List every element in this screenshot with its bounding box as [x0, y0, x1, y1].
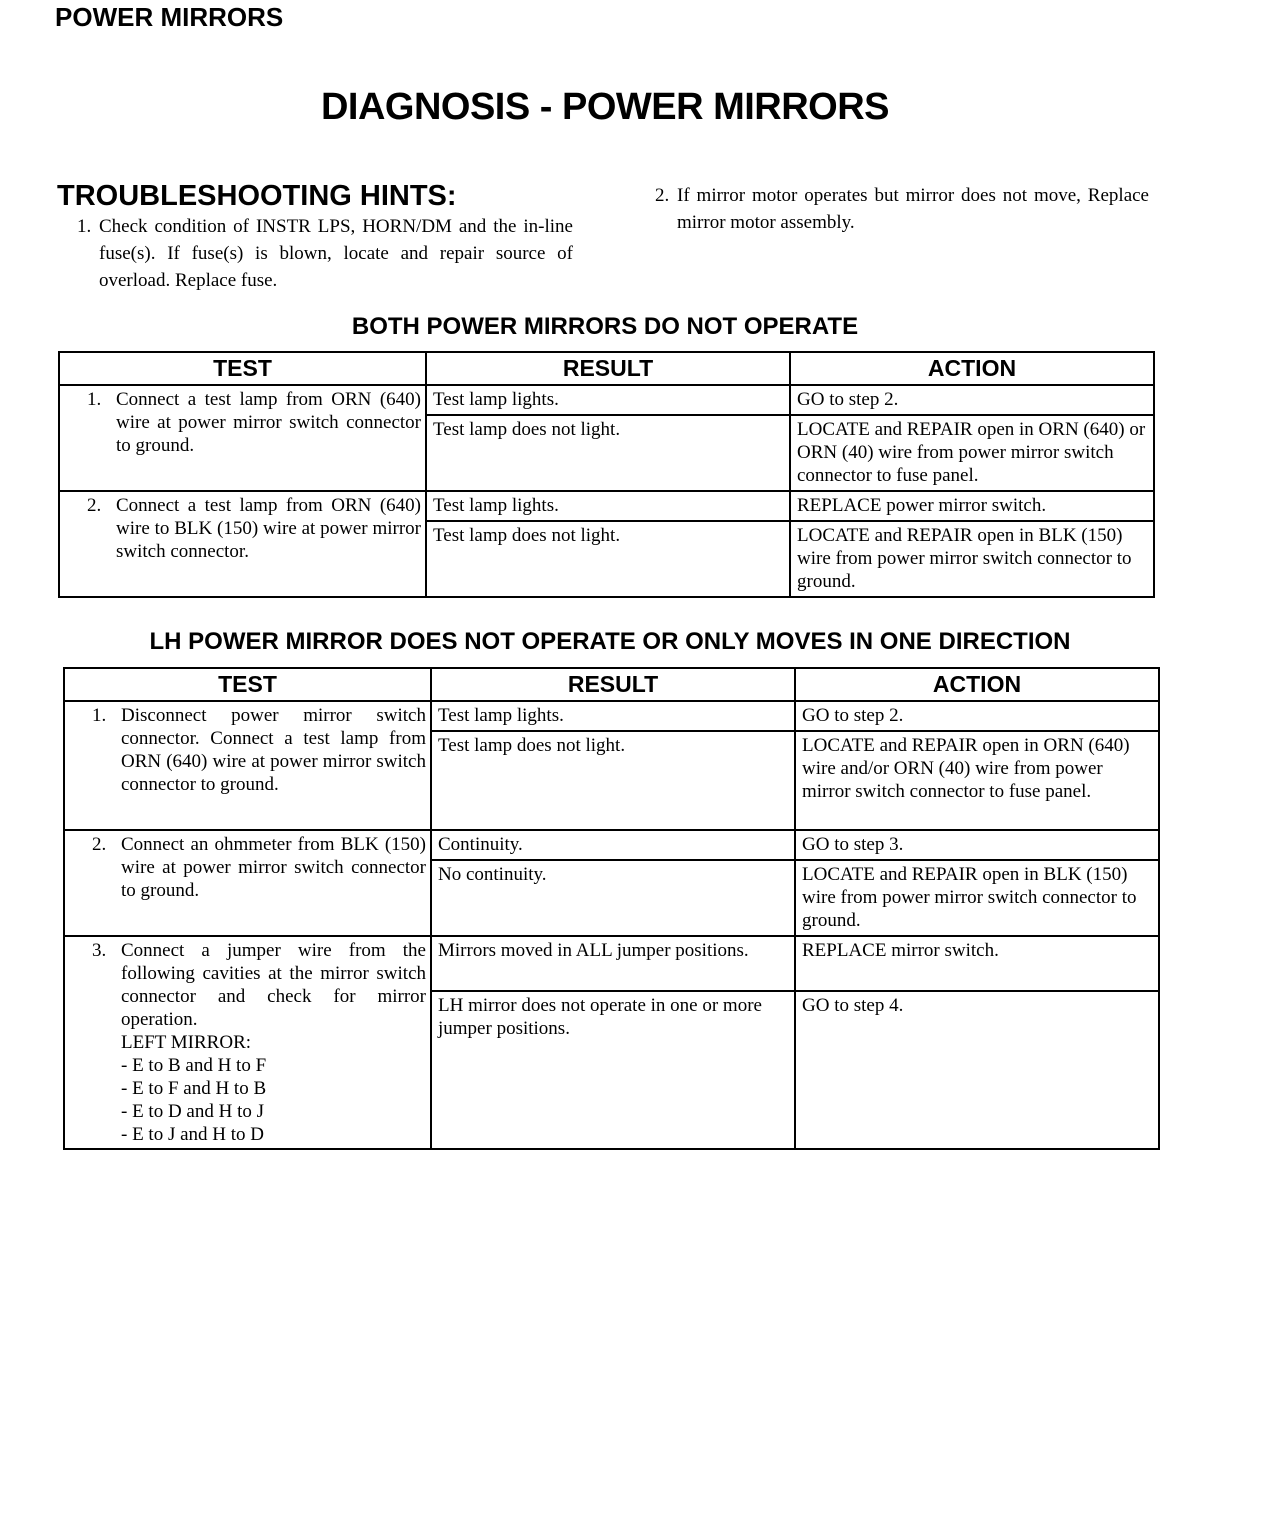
table-row — [64, 701, 1159, 731]
result-cell: No continuity. — [431, 860, 795, 936]
result-cell: LH mirror does not operate in one or more jumper positions. — [431, 991, 795, 1149]
result-cell: Mirrors moved in ALL jumper positions. — [431, 936, 795, 991]
hint-item — [655, 182, 1149, 236]
table-header-row — [64, 668, 1159, 701]
column-header-test: TEST — [59, 352, 426, 385]
hint-item — [77, 213, 573, 294]
page-header: POWER MIRRORS — [55, 2, 284, 32]
action-cell: LOCATE and REPAIR open in BLK (150) wire from power mirror switch connector to ground. — [795, 860, 1159, 936]
test-cell — [64, 830, 431, 936]
action-cell: REPLACE mirror switch. — [795, 936, 1159, 991]
result-cell: Continuity. — [431, 830, 795, 860]
action-cell: GO to step 2. — [790, 385, 1154, 415]
result-cell: Test lamp lights. — [426, 491, 790, 521]
step-number: 3. — [92, 940, 107, 961]
page-title: DIAGNOSIS - POWER MIRRORS — [320, 86, 890, 128]
step-number: 1. — [87, 389, 102, 410]
action-cell: GO to step 4. — [795, 991, 1159, 1149]
column-header-result: RESULT — [426, 352, 790, 385]
section-title: BOTH POWER MIRRORS DO NOT OPERATE — [351, 313, 859, 340]
jumper-item: - E to J and H to D — [121, 1124, 265, 1145]
jumper-item: - E to F and H to B — [121, 1078, 267, 1099]
column-header-test: TEST — [64, 668, 431, 701]
test-text: Connect a test lamp from ORN (640) wire to BLK (150) wire at power mirror switch connector. — [116, 495, 421, 562]
column-header-action: ACTION — [790, 352, 1154, 385]
table-row — [59, 385, 1154, 415]
result-cell: Test lamp does not light. — [426, 521, 790, 597]
result-cell: Test lamp does not light. — [426, 415, 790, 491]
column-header-action: ACTION — [795, 668, 1159, 701]
test-text: Disconnect power mirror switch connector. Connect a test lamp from ORN (640) wire at power mirror switch connector to ground. — [121, 705, 426, 795]
result-cell: Test lamp lights. — [426, 385, 790, 415]
action-cell: LOCATE and REPAIR open in ORN (640) or ORN (40) wire from power mirror switch connector to fuse panel. — [790, 415, 1154, 491]
result-cell: Test lamp does not light. — [431, 731, 795, 830]
action-cell: LOCATE and REPAIR open in ORN (640) wire and/or ORN (40) wire from power mirror switch connector to fuse panel. — [795, 731, 1159, 830]
diagnosis-table-both-mirrors — [58, 351, 1155, 598]
hint-number: 2. — [655, 185, 670, 206]
left-mirror-label: LEFT MIRROR: — [121, 1032, 252, 1053]
action-cell: REPLACE power mirror switch. — [790, 491, 1154, 521]
result-cell: Test lamp lights. — [431, 701, 795, 731]
action-cell: GO to step 2. — [795, 701, 1159, 731]
column-header-result: RESULT — [431, 668, 795, 701]
table-row — [64, 830, 1159, 860]
test-cell — [64, 936, 431, 1149]
step-number: 1. — [92, 705, 107, 726]
test-text: Connect a jumper wire from the following cavities at the mirror switch connector and check for mirror operation. — [121, 940, 426, 1030]
section-title: LH POWER MIRROR DOES NOT OPERATE OR ONLY MOVES IN ONE DIRECTION — [149, 628, 1071, 655]
action-cell: LOCATE and REPAIR open in BLK (150) wire from power mirror switch connector to ground. — [790, 521, 1154, 597]
diagnosis-table-lh-mirror — [63, 667, 1160, 1150]
test-text: Connect a test lamp from ORN (640) wire at power mirror switch connector to ground. — [116, 389, 421, 456]
table-header-row — [59, 352, 1154, 385]
troubleshooting-heading: TROUBLESHOOTING HINTS: — [57, 180, 457, 212]
table-row — [64, 936, 1159, 991]
table-row — [59, 491, 1154, 521]
hint-number: 1. — [77, 216, 92, 237]
hint-text: Check condition of INSTR LPS, HORN/DM and the in-line fuse(s). If fuse(s) is blown, locate and repair source of overload. Replace fuse. — [99, 216, 573, 291]
test-cell — [59, 491, 426, 597]
left-mirror-jumper-list — [121, 1031, 426, 1146]
test-cell — [59, 385, 426, 491]
jumper-item: - E to B and H to F — [121, 1055, 267, 1076]
test-cell — [64, 701, 431, 830]
test-text: Connect an ohmmeter from BLK (150) wire at power mirror switch connector to ground. — [121, 834, 426, 901]
jumper-item: - E to D and H to J — [121, 1101, 265, 1122]
action-cell: GO to step 3. — [795, 830, 1159, 860]
hint-text: If mirror motor operates but mirror does not move, Replace mirror motor assembly. — [677, 185, 1149, 233]
step-number: 2. — [87, 495, 102, 516]
step-number: 2. — [92, 834, 107, 855]
